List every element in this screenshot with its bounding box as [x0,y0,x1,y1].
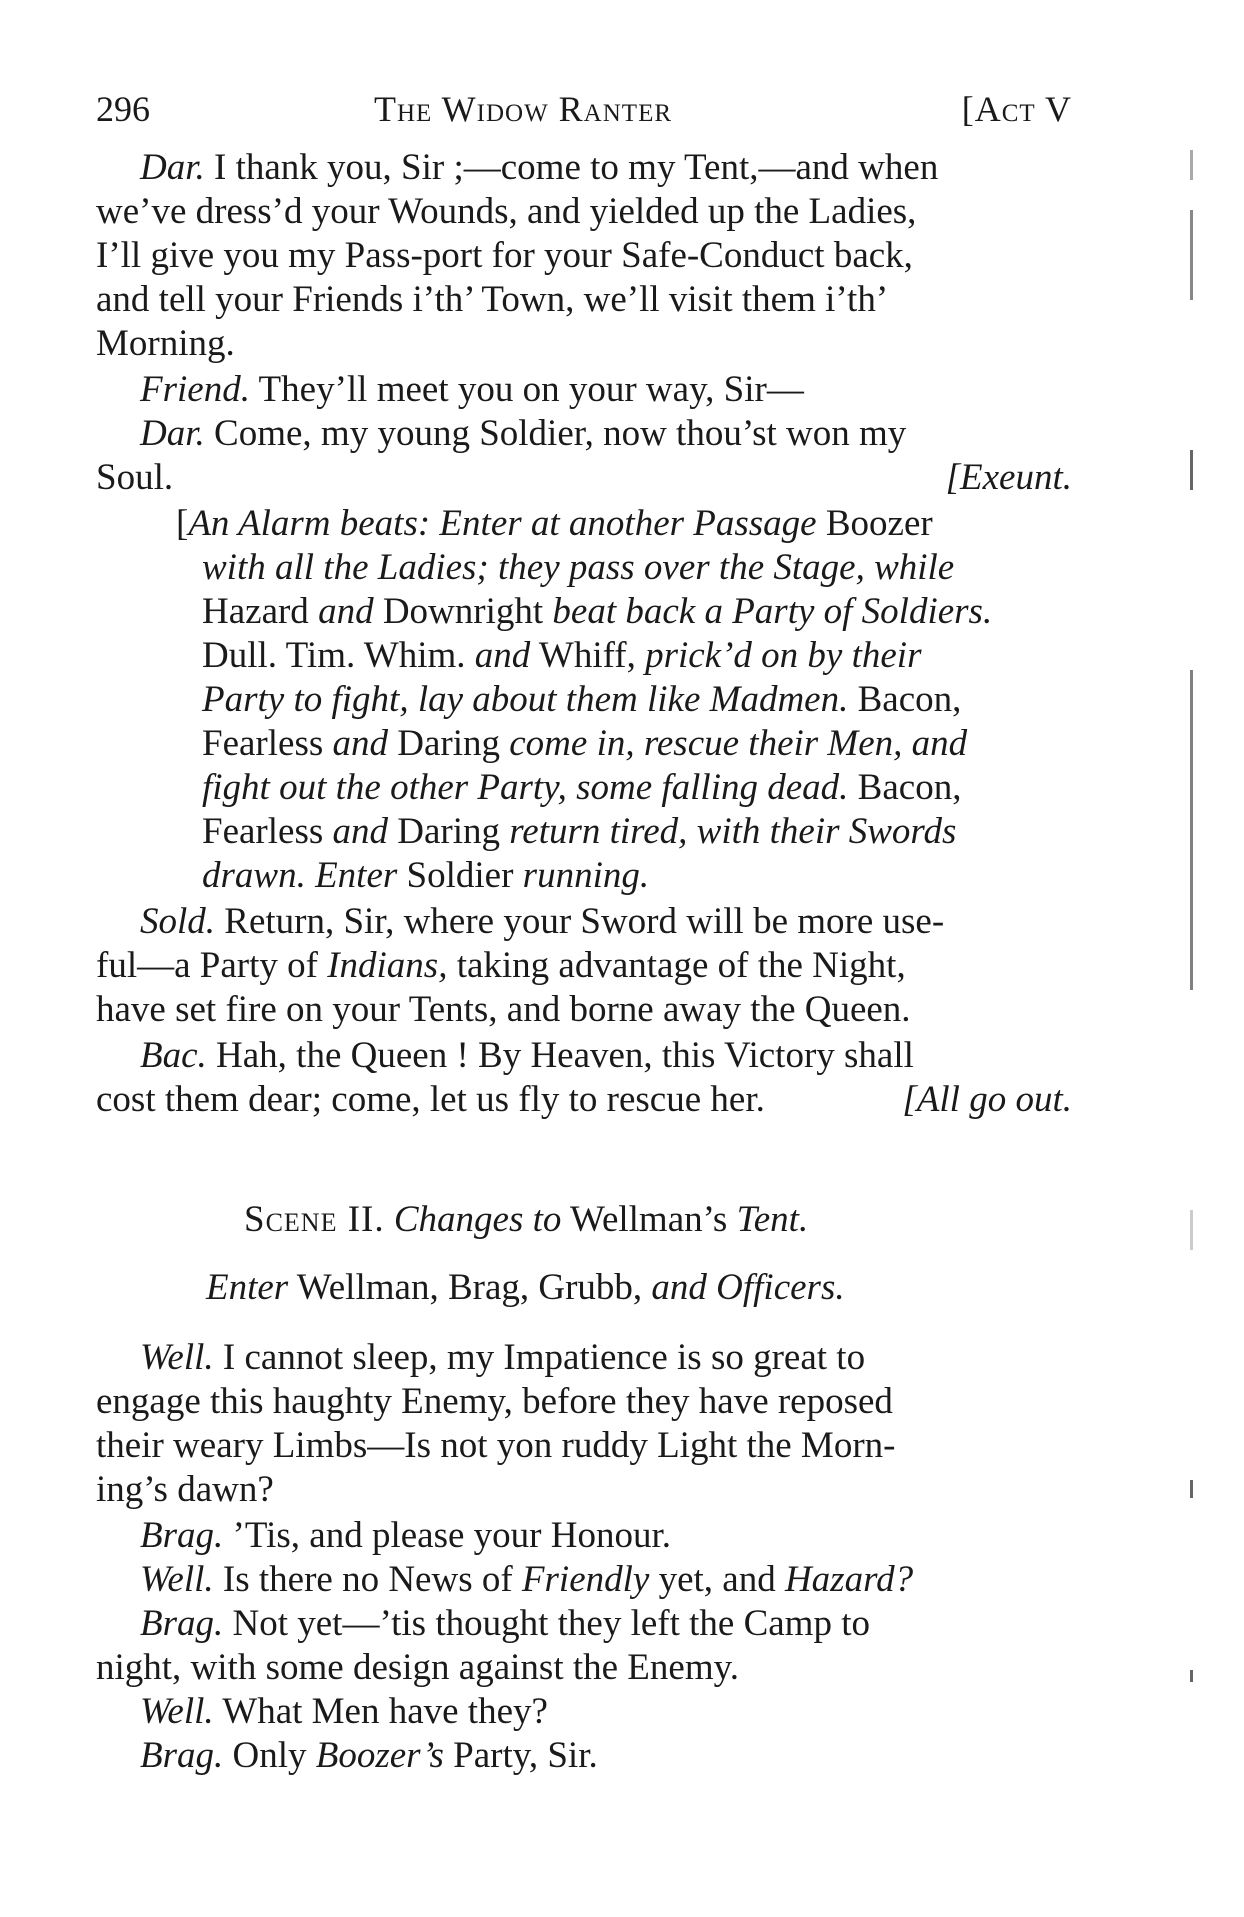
scan-margin-artifacts [1180,150,1210,1850]
speech-well-line [140,1558,913,1602]
speech-text: Not yet—’tis thought they left the Camp to [232,1603,870,1644]
speech-well-line [140,1690,548,1734]
speech-line: night, with some design against the Enemy. [96,1647,739,1688]
speech-well-line [140,1336,865,1380]
character-name: Daring [397,723,500,764]
speaker-label: Dar. [140,413,205,454]
speech-text: ful—a Party of [96,945,318,986]
speech-line: ing’s dawn? [96,1469,274,1510]
speech-line [96,944,906,988]
bracket: [ [176,503,189,544]
character-name: Downright [382,591,544,632]
speech-text: yet, and [658,1559,776,1600]
speech-text: ’Tis, and please your Honour. [232,1515,671,1556]
character-name: Dull. Tim. Whim. [202,635,466,676]
direction-text: Party to fight, lay about them like Madmen. [202,679,849,720]
direction-text: prick’d on by their [645,635,922,676]
speech-text: Return, Sir, where your Sword will be more use- [224,901,945,942]
speaker-label: Brag. [140,1515,224,1556]
speech-text: Come, my young Soldier, now thou’st won my [214,413,907,454]
character-name: Wellman’s [569,1199,728,1240]
speech-text: I thank you, Sir ;—come to my Tent,—and when [214,147,939,188]
speech-text: What Men have they? [222,1691,548,1732]
scene-label: Scene II. [244,1199,385,1240]
direction-text: running. [522,855,650,896]
direction-text: Enter [206,1267,289,1308]
direction-text: and [332,723,388,764]
stage-exit: [Exeunt. [945,457,1072,498]
stage-direction-line [202,590,992,634]
speech-text: Soul. [96,457,174,498]
speaker-label: Well. [140,1337,214,1378]
stage-direction-line [202,766,961,810]
direction-text: Officers. [716,1267,845,1308]
speech-friend-line [140,368,804,412]
character-name: Bacon, [857,679,962,720]
character-name: Fearless [202,723,324,764]
speech-bac-line [140,1034,914,1078]
character-name: Bacon, [857,767,962,808]
speech-text: I cannot sleep, my Impatience is so great to [222,1337,866,1378]
speech-line [96,1078,1072,1122]
character-name: Fearless [202,811,324,852]
speech-line: Morning. [96,323,235,364]
emphasis: Indians, [327,945,448,986]
page-number: 296 [96,89,150,129]
scan-mark [1190,1670,1193,1682]
character-names: Wellman, Brag, Grubb, [296,1267,643,1308]
speech-line: I’ll give you my Pass-port for your Safe-Conduct back, [96,235,913,276]
speech-line [96,456,1072,500]
scan-mark [1190,1210,1193,1250]
speech-dar-line [140,412,906,456]
scan-mark [1190,150,1193,180]
stage-direction-line [202,722,967,766]
scene-place: Tent. [736,1199,809,1240]
direction-text: and [318,591,374,632]
speech-text: Is there no News of [222,1559,513,1600]
running-header [96,84,1072,134]
speech-text: Only [232,1735,307,1776]
scene-entry [206,1266,845,1310]
speech-line: have set fire on your Tents, and borne away the Queen. [96,989,911,1030]
character-name: Daring [397,811,500,852]
speech-text: Party, Sir. [453,1735,598,1776]
speech-line: their weary Limbs—Is not yon ruddy Light the Morn- [96,1425,896,1466]
scene-heading [244,1198,808,1242]
direction-text: and [474,635,531,676]
direction-text: drawn. Enter [202,855,398,896]
speech-brag-line [140,1734,598,1778]
speaker-label: Sold. [140,901,216,942]
direction-text: return tired, with their Swords [509,811,957,852]
character-name: Whiff, [538,635,636,676]
running-title: The Widow Ranter [374,89,673,129]
speech-brag-line [140,1602,870,1646]
speech-line: we’ve dress’d your Wounds, and yielded up the Ladies, [96,191,917,232]
speaker-label: Brag. [140,1603,224,1644]
emphasis: Friendly [521,1559,650,1600]
emphasis: Hazard? [784,1559,914,1600]
speaker-label: Brag. [140,1735,224,1776]
character-name: Hazard [202,591,309,632]
direction-text: beat back a Party of Soldiers. [552,591,993,632]
stage-direction-line [202,678,961,722]
direction-text: and [332,811,388,852]
act-marker: [Act V [961,89,1072,129]
direction-text: come in, rescue their Men, and [509,723,968,764]
speech-dar-line [140,146,938,190]
scan-mark [1190,210,1193,300]
character-name: Soldier [406,855,514,896]
speaker-label: Well. [140,1691,214,1732]
stage-exit: [All go out. [902,1079,1072,1120]
stage-direction-line [202,634,921,678]
speaker-label: Dar. [140,147,205,188]
speaker-label: Well. [140,1559,214,1600]
speech-sold-line [140,900,944,944]
scene-direction: Changes to [393,1199,562,1240]
speech-text: taking advantage of the Night, [456,945,906,986]
text-body [96,146,1072,1796]
speech-brag-line [140,1514,671,1558]
emphasis: Boozer’s [315,1735,444,1776]
direction-text: An Alarm beats: Enter at another Passage [188,503,817,544]
stage-direction-line [176,502,933,546]
speech-text: They’ll meet you on your way, Sir— [258,369,804,410]
scan-mark [1190,670,1193,990]
character-name: Boozer [825,503,933,544]
speaker-label: Bac. [140,1035,207,1076]
direction-text: with all the Ladies; they pass over the Stage, while [202,547,955,588]
direction-text: fight out the other Party, some falling dead. [202,767,849,808]
direction-text: and [651,1267,707,1308]
speech-line: and tell your Friends i’th’ Town, we’ll visit them i’th’ [96,279,889,320]
stage-direction-line [202,810,956,854]
speech-line: engage this haughty Enemy, before they have reposed [96,1381,893,1422]
scan-mark [1190,450,1193,490]
scan-mark [1190,1480,1193,1498]
speech-text: Hah, the Queen ! By Heaven, this Victory shall [216,1035,914,1076]
speaker-label: Friend. [140,369,250,410]
stage-direction-line [202,546,954,590]
speech-text: cost them dear; come, let us fly to rescue her. [96,1079,765,1120]
stage-direction-line [202,854,649,898]
